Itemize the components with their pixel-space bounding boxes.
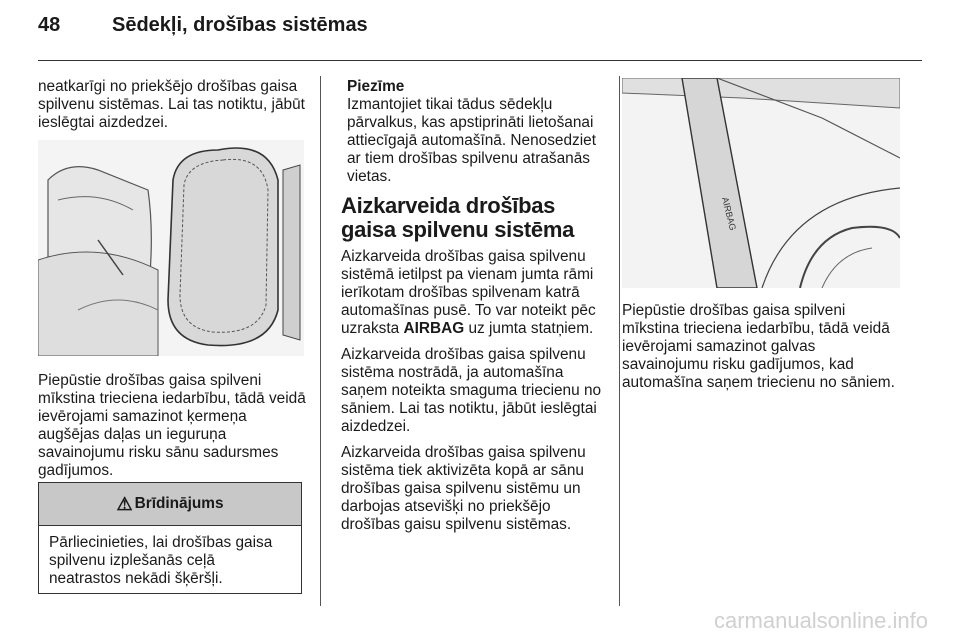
col1-paragraph-1: neatkarīgi no priekšējo drošības gaisa spilvenu sistēmas. Lai tas notiktu, jābūt ieslēgtai aizdedzei.: [38, 78, 305, 131]
note-title: Piezīme: [347, 78, 405, 95]
header-rule: [38, 60, 922, 61]
page-number: 48: [38, 14, 61, 36]
column-3: [622, 302, 896, 400]
section-heading: Aizkarveida drošības gaisa spilvenu sistēma: [341, 193, 575, 242]
warning-header: [39, 483, 301, 526]
column-1-lower: [38, 372, 306, 488]
airbag-label: AIRBAG: [403, 320, 465, 337]
note-block: [347, 78, 607, 186]
note-text: Izmantojiet tikai tādus sēdekļu pārvalkus, kas apstiprināti lietošanai attiecīgajā automašīnā. Nenosedziet ar tiem drošības spilvenu atrašanās vietas.: [347, 96, 596, 185]
col2-paragraph-1: Aizkarveida drošības gaisa spilvenu sistēmā ietilpst pa vienam jumta rāmi ierīkotam drošības spilvenam katrā automašīnas pusē. To var noteikt pēc uzraksta AIRBAG uz jumta statņiem.: [341, 248, 596, 337]
warning-title: Brīdinājums: [134, 495, 224, 512]
col1-paragraph-2: Piepūstie drošības gaisa spilveni mīkstina trieciena iedarbību, tādā veidā ievērojami samazinot ķermeņa augšējas daļas un ieguruņa savainojumu risku sānu sadursmes gadījumos.: [38, 372, 306, 479]
col3-paragraph-1: Piepūstie drošības gaisa spilveni mīkstina trieciena iedarbību, tādā veidā ievērojami samazinot galvas savainojumu risku gadījumos, kad automašīna saņem triecienu no sāniem.: [622, 302, 895, 391]
warning-triangle-icon: ⚠: [116, 493, 133, 514]
col2-paragraph-2: Aizkarveida drošības gaisa spilvenu sistēma nostrādā, ja automašīna saņem noteikta smaguma triecienu no sāniem. Lai tas notiktu, jābūt ieslēgtai aizdedzei.: [341, 346, 602, 435]
airbag-pillar-label: AIRBAG: [720, 196, 738, 232]
curtain-airbag-illustration: [622, 78, 900, 288]
warning-box: [38, 482, 302, 594]
column-2: [341, 78, 607, 542]
curtain-airbag-drawing: [622, 78, 900, 288]
column-1: [38, 78, 306, 140]
page-header: [38, 14, 368, 37]
column-divider-1: [320, 76, 321, 606]
warning-text: Pārliecinieties, lai drošības gaisa spilvenu izplešanās ceļā neatrastos nekādi šķēršļi.: [49, 534, 273, 587]
col2-paragraph-3: Aizkarveida drošības gaisa spilvenu sistēma tiek aktivizēta kopā ar sānu drošības gaisa spilvenu sistēmu un darbojas atsevišķi no priekšējo drošības gaisu spilvenu sistēmas.: [341, 444, 586, 533]
page-title: Sēdekļi, drošības sistēmas: [112, 14, 368, 36]
side-airbag-illustration: [38, 140, 304, 356]
watermark: carmanualsonline.info: [713, 608, 928, 633]
side-airbag-drawing: [38, 140, 304, 356]
column-divider-2: [619, 76, 620, 606]
